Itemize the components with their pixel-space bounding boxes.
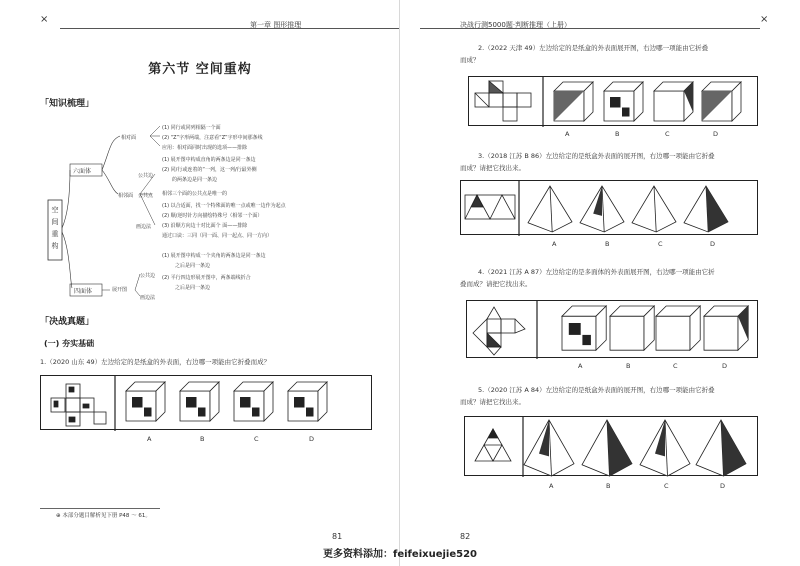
- question-3-line-2: 而成？请把它找出来。: [460, 164, 525, 172]
- right-header: 决战行测5000题·判断推理（上册）: [460, 21, 572, 29]
- question-2-line-2: 而成？: [460, 56, 480, 64]
- q3-option-d[interactable]: D: [710, 240, 716, 248]
- q3-option-pyramid-1: [580, 186, 624, 232]
- q4-option-a[interactable]: A: [578, 362, 583, 370]
- q5-option-c[interactable]: C: [664, 482, 669, 490]
- subheading: (一) 夯实基础: [44, 339, 95, 348]
- q4-option-cube-0: [562, 306, 606, 350]
- q1-option-a[interactable]: A: [147, 435, 152, 443]
- right-page-number: 82: [460, 532, 471, 541]
- question-4-line-1: 4.（2021 江苏 A 87）左边给定的是多面体的外表面展开图，右边哪一项能由它折: [478, 268, 715, 276]
- q2-option-c[interactable]: C: [665, 130, 670, 138]
- q2-option-cube-3: [702, 82, 741, 121]
- poly-line-2: 之后是同一条边: [175, 263, 211, 269]
- q2-option-cube-1: [604, 82, 643, 121]
- q2-option-a[interactable]: A: [565, 130, 570, 138]
- section-title: 第六节 空间重构: [148, 62, 252, 77]
- q4-option-cube-3: [704, 306, 748, 350]
- poly-line-1: (1) 展开图中构成一个夹角的两条边是同一条边: [162, 253, 266, 259]
- q5-option-pyramid-0: [524, 420, 574, 476]
- q1-option-a-cube: [126, 382, 165, 421]
- q3-option-b[interactable]: B: [605, 240, 610, 248]
- q1-option-b[interactable]: B: [200, 435, 205, 443]
- q1-option-b-cube: [180, 382, 219, 421]
- q3-option-pyramid-3: [684, 186, 728, 232]
- poly-draw-edge-node: 画边法: [140, 295, 156, 301]
- mindmap-root: 空间重构: [51, 206, 59, 250]
- draw-line-2: (2) 顺/逆时针方向描绘特殊号（相邻一个面）: [162, 213, 263, 219]
- q2-option-b[interactable]: B: [615, 130, 620, 138]
- draw-line-4: 通过口诀：三同（同一面、同一起点、同一方向）: [162, 233, 273, 239]
- q4-option-b[interactable]: B: [626, 362, 631, 370]
- poly-face-node: 四面体: [74, 288, 93, 295]
- question-3-line-1: 3.（2018 江苏 B 86）左边给定的是纸盒外表面的展开图，右边哪一项能由它折叠: [478, 152, 715, 160]
- q2-option-d[interactable]: D: [713, 130, 719, 138]
- promo-footer: 更多资料添加：feifeixuejie520: [323, 549, 477, 560]
- q3-option-c[interactable]: C: [658, 240, 663, 248]
- opp-line-1: (1) 同行或同列相隔一个面: [162, 125, 221, 131]
- left-page-number: 81: [332, 532, 343, 541]
- exam-heading: 「决战真题」: [40, 317, 95, 327]
- q5-option-pyramid-1: [582, 420, 632, 476]
- edge-line-2: (2) 同/行或连着的“一列，这一列/行最外侧: [162, 167, 257, 173]
- edge-line-3: 的两条边是同一条边: [172, 177, 218, 183]
- poly-public-edge-node: 公共边: [140, 273, 156, 279]
- q3-option-pyramid-2: [632, 186, 676, 232]
- draw-line-1: (1) 以合适面，找一个特殊面的唯一点或唯一边作为起点: [162, 203, 286, 209]
- q4-option-d[interactable]: D: [722, 362, 728, 370]
- q1-option-d[interactable]: D: [309, 435, 315, 443]
- q4-option-cube-2: [656, 306, 700, 350]
- poly-line-4: 之后是同一条边: [175, 285, 211, 291]
- q5-option-pyramid-2: [640, 420, 690, 476]
- opp-line-2: (2) “Z”字形两端，注意看“Z”字形中间那条线: [162, 135, 263, 141]
- draw-edge-node: 画边法: [136, 224, 152, 230]
- footnote: ⊕ 本部分题目解析见下册 P48 ～ 61。: [56, 513, 151, 519]
- public-point-node: 公共点: [138, 193, 154, 199]
- q5-option-a[interactable]: A: [549, 482, 554, 490]
- question-2-line-1: 2.（2022 天津 49）左边给定的是纸盒的外表面展开图，右边哪一项能由它折叠: [478, 44, 709, 52]
- q4-option-c[interactable]: C: [673, 362, 678, 370]
- question-5-line-2: 而成？请把它找出来。: [460, 398, 525, 406]
- q2-option-cube-2: [654, 82, 693, 121]
- q1-option-d-cube: [288, 382, 327, 421]
- q5-option-b[interactable]: B: [606, 482, 611, 490]
- public-edge-node: 公共边: [138, 173, 154, 179]
- q5-option-pyramid-3: [696, 420, 746, 476]
- opp-line-3: 应用：相对面同时出现的选项——排除: [162, 145, 248, 151]
- q2-option-cube-0: [554, 82, 593, 121]
- adjacent-face-node: 相邻面: [118, 193, 134, 199]
- q5-option-d[interactable]: D: [720, 482, 726, 490]
- six-face-node: 六面体: [73, 168, 92, 175]
- edge-line-1: (1) 展开图中构成直角的两条边是同一条边: [162, 157, 256, 163]
- opposite-face-node: 相对面: [121, 135, 137, 141]
- q3-option-pyramid-0: [528, 186, 572, 232]
- point-line: 相邻三个面的公共点是唯一的: [162, 191, 228, 197]
- poly-line-3: (2) 平行四边形展开图中，两条端线折合: [162, 275, 251, 281]
- q4-option-cube-1: [610, 306, 654, 350]
- question-5-line-1: 5.（2020 江苏 A 84）左边给定的是纸盒外表面的展开图，右边哪一项能由它折叠: [478, 386, 715, 394]
- knowledge-heading: 「知识梳理」: [40, 99, 95, 109]
- left-header: 第一章 图形推理: [250, 21, 302, 29]
- q3-option-a[interactable]: A: [552, 240, 557, 248]
- q1-option-c-cube: [234, 382, 273, 421]
- corner-mark-right: ×: [760, 14, 769, 25]
- question-1: 1.（2020 山东 49）左边给定的是纸盒的外表面，右边哪一项能由它折叠而成？: [40, 358, 271, 366]
- corner-mark: ×: [40, 14, 49, 25]
- draw-line-3: (3) 沿顺方向边十对比面个 面——排除: [162, 223, 248, 229]
- question-4-line-2: 叠而成？请把它找出来。: [460, 280, 532, 288]
- q1-option-c[interactable]: C: [254, 435, 259, 443]
- unfold-node: 展开图: [112, 287, 128, 293]
